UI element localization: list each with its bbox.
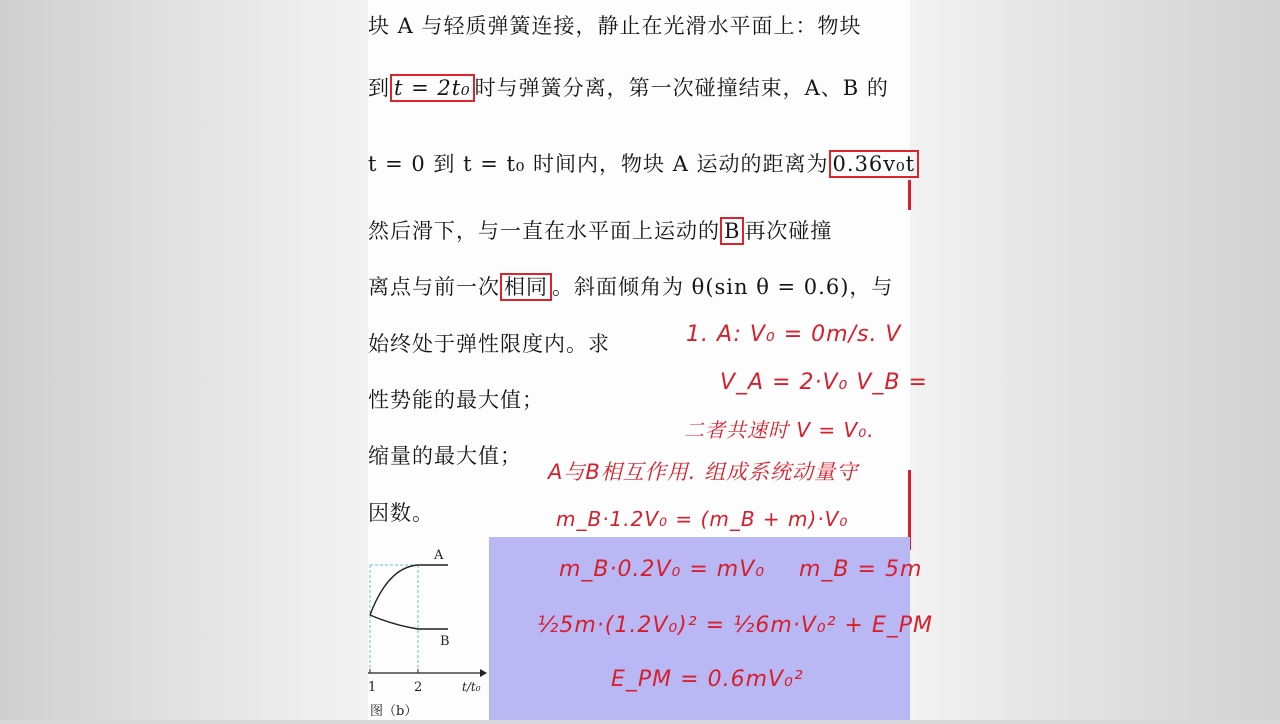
handwriting-line-7: ½5m·(1.2V₀)² = ½6m·V₀² + E_PM	[537, 613, 934, 638]
annotation-panel	[489, 537, 934, 720]
boxed-b-label: B	[720, 217, 744, 245]
figure-caption: 图（b）	[370, 704, 418, 719]
figure-b-graph	[368, 545, 488, 720]
handwriting-line-1: 1. A: V₀ = 0m/s. V	[686, 322, 902, 347]
result-value: 0.6mV₀²	[707, 667, 804, 692]
handwriting-line-6a: m_B·0.2V₀ = mV₀	[559, 557, 766, 582]
tick-label-2: 2	[414, 680, 423, 695]
text-line-4: 然后滑下，与一直在水平面上运动的 B 再次碰撞	[368, 219, 833, 243]
handwriting-line-5: m_B·1.2V₀ = (m_B + m)·V₀	[556, 507, 849, 531]
handwriting-line-6b: m_B = 5m	[799, 557, 923, 582]
tick-label-1: 1	[368, 680, 377, 695]
boxed-distance-expression: 0.36v₀t	[829, 150, 919, 178]
handwriting-line-2: V_A = 2·V₀ V_B =	[720, 370, 928, 395]
text-line-1: 块 A 与轻质弹簧连接，静止在光滑水平面上：物块	[368, 14, 862, 38]
handwriting-line-4: A与B相互作用. 组成系统动量守	[548, 460, 859, 484]
text-line-3: t = 0 到 t = t₀ 时间内，物块 A 运动的距离为 0.36v₀t	[368, 148, 919, 178]
text-line-5: 离点与前一次 相同 。斜面倾角为 θ(sin θ = 0.6)，与	[368, 275, 894, 299]
blurred-background-left	[0, 0, 368, 720]
text-line-8: 缩量的最大值；	[368, 444, 522, 468]
boxed-time-expression: t = 2t₀	[390, 74, 475, 102]
boxed-same-label: 相同	[500, 273, 552, 301]
graph-label-a: A	[434, 548, 444, 563]
blurred-background-right	[910, 0, 1280, 720]
text-line-9: 因数。	[368, 501, 434, 525]
axis-label-t: t/t₀	[462, 680, 481, 694]
text-line-2: 到 t = 2t₀ 时与弹簧分离，第一次碰撞结束，A、B 的	[368, 76, 889, 100]
red-margin-mark	[908, 180, 911, 210]
text-line-7: 性势能的最大值；	[368, 388, 544, 412]
text-line-6: 始终处于弹性限度内。求	[368, 332, 610, 356]
graph-label-b: B	[440, 634, 450, 649]
handwriting-line-3: 二者共速时 V = V₀.	[684, 418, 875, 442]
document-page	[368, 0, 934, 720]
handwriting-line-8: E_PM = 0.6mV₀²	[611, 667, 804, 692]
